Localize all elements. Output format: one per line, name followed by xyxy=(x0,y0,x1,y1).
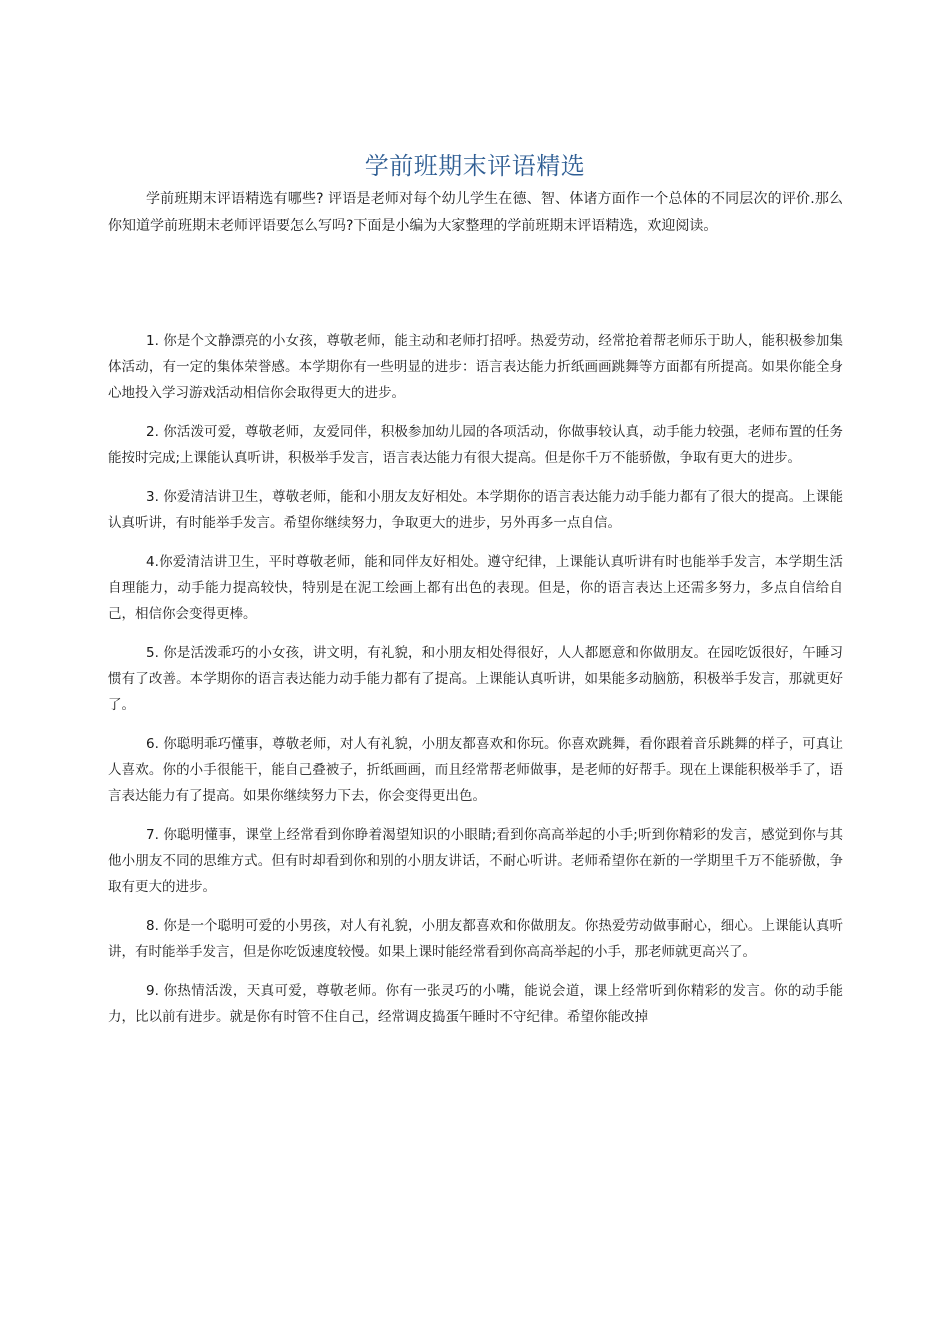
comment-item-5: 5. 你是活泼乖巧的小女孩，讲文明，有礼貌，和小朋友相处得很好，人人都愿意和你做朋友。在园吃饭很好，午睡习惯有了改善。本学期你的语言表达能力动手能力都有了提高。上课能认真听讲，如果能多动脑筋，积极举手发言，那就更好了。 xyxy=(108,645,843,713)
comment-item-8: 8. 你是一个聪明可爱的小男孩，对人有礼貌，小朋友都喜欢和你做朋友。你热爱劳动做事耐心，细心。上课能认真听讲，有时能举手发言，但是你吃饭速度较慢。如果上课时能经常看到你高高举起的小手，那老师就更高兴了。 xyxy=(108,918,843,960)
comment-item-4: 4.你爱清洁讲卫生，平时尊敬老师，能和同伴友好相处。遵守纪律，上课能认真听讲有时也能举手发言，本学期生活自理能力，动手能力提高较快，特别是在泥工绘画上都有出色的表现。但是，你的语言表达上还需多努力，多点自信给自己，相信你会变得更棒。 xyxy=(108,554,843,622)
comment-item-7: 7. 你聪明懂事，课堂上经常看到你睁着渴望知识的小眼睛;看到你高高举起的小手;听到你精彩的发言，感觉到你与其他小朋友不同的思维方式。但有时却看到你和别的小朋友讲话，不耐心听讲。老师希望你在新的一学期里千万不能骄傲，争取有更大的进步。 xyxy=(108,827,843,895)
comment-list xyxy=(108,328,843,1043)
comment-item-6: 6. 你聪明乖巧懂事，尊敬老师，对人有礼貌，小朋友都喜欢和你玩。你喜欢跳舞，看你跟着音乐跳舞的样子，可真让人喜欢。你的小手很能干，能自己叠被子，折纸画画，而且经常帮老师做事，是老师的好帮手。现在上课能积极举手了，语言表达能力有了提高。如果你继续努力下去，你会变得更出色。 xyxy=(108,736,843,804)
comment-item-2: 2. 你活泼可爱，尊敬老师，友爱同伴，积极参加幼儿园的各项活动，你做事较认真，动手能力较强，老师布置的任务能按时完成;上课能认真听讲，积极举手发言，语言表达能力有很大提高。但是你千万不能骄傲，争取有更大的进步。 xyxy=(108,424,843,466)
comment-item-1: 1. 你是个文静漂亮的小女孩，尊敬老师，能主动和老师打招呼。热爱劳动，经常抢着帮老师乐于助人，能积极参加集体活动，有一定的集体荣誉感。本学期你有一些明显的进步：语言表达能力折纸画画跳舞等方面都有所提高。如果你能全身心地投入学习游戏活动相信你会取得更大的进步。 xyxy=(108,333,843,401)
intro-paragraph: 学前班期末评语精选有哪些? 评语是老师对每个幼儿学生在德、智、体诸方面作一个总体的不同层次的评价.那么你知道学前班期末老师评语要怎么写吗?下面是小编为大家整理的学前班期末评语精选，欢迎阅读。 xyxy=(108,191,843,234)
page-title: 学前班期末评语精选 xyxy=(364,152,586,180)
comment-item-9: 9. 你热情活泼，天真可爱，尊敬老师。你有一张灵巧的小嘴，能说会道，课上经常听到你精彩的发言。你的动手能力，比以前有进步。就是你有时管不住自己，经常调皮捣蛋午睡时不守纪律。希望你能改掉 xyxy=(108,983,843,1025)
comment-item-3: 3. 你爱清洁讲卫生，尊敬老师，能和小朋友友好相处。本学期你的语言表达能力动手能力都有了很大的提高。上课能认真听讲，有时能举手发言。希望你继续努力，争取更大的进步，另外再多一点自信。 xyxy=(108,489,843,531)
